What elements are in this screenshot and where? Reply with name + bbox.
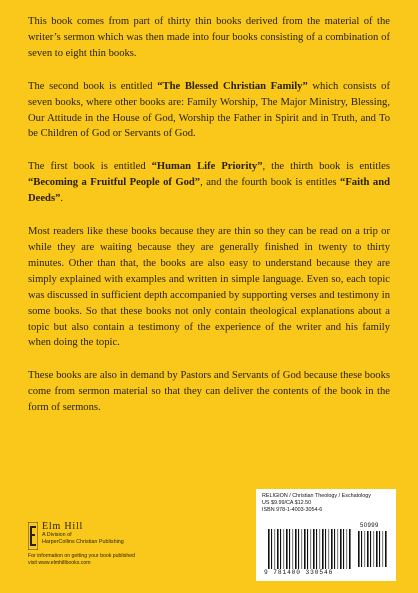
barcode-bar (277, 529, 279, 569)
barcode-bar (320, 529, 321, 569)
barcode-bar (349, 529, 351, 569)
publisher-website-link[interactable]: visit www.elmhillbooks.com (28, 559, 91, 566)
barcode-bar (275, 529, 276, 569)
barcode-bar (376, 531, 378, 567)
barcode-bar (334, 529, 335, 569)
barcode-bar (374, 531, 375, 567)
book-title-blessed-christian-family: “The Blessed Christian Family” (157, 80, 308, 92)
book-isbn: ISBN 978-1-4003-3054-6 (262, 507, 323, 514)
barcode-bar (289, 529, 290, 569)
barcode-bar (322, 529, 324, 569)
barcode-bar (268, 529, 270, 569)
barcode-digits: 9 781400 330546 (264, 569, 334, 576)
barcode-bar (311, 529, 312, 569)
barcode-bar (365, 531, 366, 567)
barcode-bar (293, 529, 294, 569)
barcode-bar (271, 529, 272, 569)
publisher-parent: HarperCollins Christian Publishing (42, 539, 124, 545)
barcode-bar (298, 529, 299, 569)
barcode-bar (325, 529, 326, 569)
paragraph-2: The second book is entitled “The Blessed Christian Family” which consists of seven books, where other books are: Family Worship, The Major Ministry, Blessing, Our Attitude in the House of God, Worship the Father in Spirit and in Truth, and To be Children of God or Servants of God. (28, 80, 390, 140)
book-title-human-life-priority: “Human Life Priority” (151, 161, 263, 173)
barcode-bar (340, 529, 342, 569)
publisher-block (28, 521, 218, 566)
barcode-bar (295, 529, 297, 569)
book-title-fruitful-people: “Becoming a Fruitful People of God” (28, 177, 201, 189)
barcode-bar (385, 531, 387, 567)
barcode-bar (329, 529, 330, 569)
barcode-bar (331, 529, 333, 569)
paragraph-5: These books are also in demand by Pastors and Servants of God because these books come from sermon material so that they can deliver the contents of the book in the form of sermons. (28, 370, 390, 414)
barcode-bar (338, 529, 339, 569)
barcode-bar (343, 529, 344, 569)
elm-hill-logo-icon (28, 522, 38, 550)
barcode-bar (379, 531, 380, 567)
barcode-bar (367, 531, 369, 567)
barcode-bars (256, 489, 396, 581)
paragraph-3: The first book is entitled “Human Life Priority”, the thirth book is entitles “Becoming a Fruitful People of God”, and the fourth book is entitles “Faith and Deeds”. (28, 161, 390, 205)
barcode-bar (361, 531, 362, 567)
barcode-bar (302, 529, 303, 569)
barcode-bar (286, 529, 288, 569)
barcode-bar (370, 531, 371, 567)
barcode-bar (383, 531, 384, 567)
barcode-bar (358, 531, 360, 567)
barcode-bar (307, 529, 308, 569)
barcode-bar (347, 529, 348, 569)
publisher-brand: Elm Hill (42, 521, 84, 532)
barcode-bar (313, 529, 315, 569)
paragraph-4: Most readers like these books because they are thin so they can be read on a trip or while they are waiting because they are generally finished in twenty to thirty minutes. Other than that, the books are also easy to understand because they are simply explained with examples and written in simple language. Even so, each topic was discussed in sufficient depth accompanied by supporting verses and testimony in some books. So that these books not only contain theological explanations about a topic but also contain a testimony of the experience of the writer and his family when doing the topic. (28, 226, 390, 349)
publisher-info: For information on getting your book published visit www.elmhillbooks.com (28, 553, 218, 566)
barcode-bar (280, 529, 281, 569)
publisher-logo (28, 521, 218, 550)
book-title-faith-and-deeds: “Faith and Deeds” (28, 177, 390, 205)
barcode-label (256, 489, 396, 581)
barcode-bar (284, 529, 285, 569)
book-category: RELIGION / Christian Theology / Eschatology (262, 493, 371, 499)
publisher-division: A Division of (42, 532, 72, 538)
paragraph-1: This book comes from part of thirty thin books derived from the material of the writer’s sermon which was then made into four books consisting of a combination of seven to eight thin books. (28, 16, 390, 59)
barcode-bar (304, 529, 306, 569)
barcode-price-code: 50999 (360, 523, 379, 529)
barcode-bar (316, 529, 317, 569)
book-price: US $9.99/CA $12.50 (262, 500, 312, 507)
back-cover-text (28, 14, 390, 433)
